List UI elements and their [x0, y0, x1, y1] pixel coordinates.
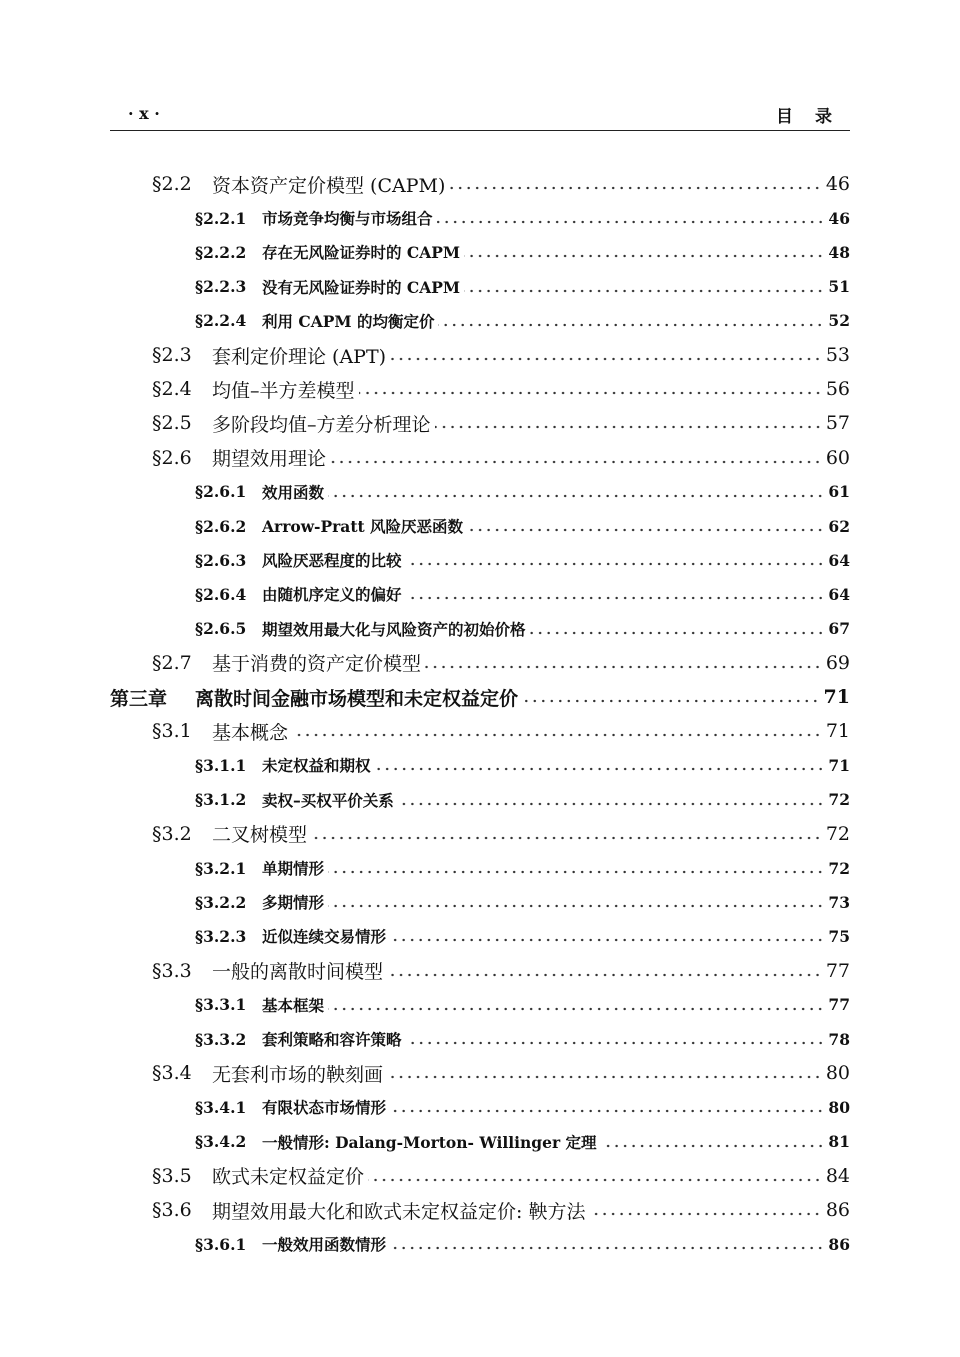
entry-page-number: 71 [823, 686, 850, 708]
entry-page-number: 56 [825, 378, 850, 401]
toc-chapter-entry[interactable] [110, 682, 850, 712]
toc-section-entry[interactable] [152, 819, 850, 849]
entry-title: 无套利市场的鞅刻画 [212, 1063, 384, 1086]
toc-subsection-entry[interactable] [195, 272, 850, 302]
entry-title: 期望效用最大化与风险资产的初始价格 [262, 619, 526, 639]
dot-leader [328, 494, 824, 498]
toc-subsection-entry[interactable] [195, 887, 850, 917]
toc-subsection-entry[interactable] [195, 306, 850, 336]
entry-number: §2.7 [152, 651, 192, 674]
entry-number: §3.5 [152, 1164, 192, 1187]
entry-title: 二叉树模型 [212, 824, 308, 847]
entry-number: §3.6.1 [195, 1234, 247, 1254]
entry-title: 一般效用函数情形 [262, 1235, 387, 1255]
entry-page-number: 62 [828, 516, 850, 536]
entry-page-number: 51 [828, 277, 850, 297]
entry-number: §3.3 [152, 959, 192, 982]
entry-page-number: 64 [828, 550, 850, 570]
dot-leader [390, 938, 824, 942]
toc-section-entry[interactable] [152, 956, 850, 986]
dot-leader [390, 1109, 824, 1113]
dot-leader [406, 1041, 825, 1045]
entry-number: §3.2.2 [195, 892, 247, 912]
entry-number: §3.6 [152, 1199, 192, 1221]
entry-title: 期望效用最大化和欧式未定权益定价: 鞅方法 [212, 1200, 586, 1223]
dot-leader [437, 220, 825, 224]
dot-leader [368, 1178, 822, 1182]
toc-section-entry[interactable] [152, 1195, 850, 1225]
entry-title: Arrow-Pratt 风险厌恶函数 [262, 517, 464, 536]
toc-subsection-entry[interactable] [195, 477, 850, 507]
toc-subsection-entry[interactable] [195, 1024, 850, 1054]
entry-title: 有限状态市场情形 [262, 1098, 387, 1118]
entry-page-number: 84 [825, 1164, 850, 1187]
toc-section-entry[interactable] [152, 443, 850, 473]
entry-page-number: 46 [825, 173, 850, 195]
dot-leader [328, 1007, 824, 1011]
toc-subsection-entry[interactable] [195, 203, 850, 233]
toc-section-entry[interactable] [152, 408, 850, 438]
dot-leader [387, 1075, 822, 1079]
dot-leader [464, 254, 824, 258]
toc-subsection-entry[interactable] [195, 990, 850, 1020]
entry-title: 一般情形: Dalang-Morton- Willinger 定理 [262, 1132, 597, 1152]
entry-page-number: 64 [828, 584, 850, 604]
entry-page-number: 57 [825, 412, 850, 435]
dot-leader [292, 733, 822, 737]
entry-page-number: 72 [828, 858, 850, 878]
entry-number: §2.2.1 [195, 208, 247, 228]
entry-title: 一般的离散时间模型 [212, 961, 384, 984]
entry-number: §2.2.4 [195, 311, 247, 331]
entry-number: §3.3.2 [195, 1029, 247, 1049]
toc-section-entry[interactable] [152, 374, 850, 404]
entry-title: 基本概念 [212, 721, 289, 744]
entry-page-number: 69 [825, 651, 850, 674]
dot-leader [390, 357, 822, 361]
dot-leader [406, 562, 825, 566]
dot-leader [435, 425, 822, 429]
entry-page-number: 46 [828, 208, 850, 228]
entry-page-number: 81 [828, 1132, 850, 1152]
entry-title: 套利策略和容许策略 [262, 1030, 402, 1049]
entry-title: 没有无风险证券时的 CAPM [262, 277, 461, 297]
entry-number: §2.4 [152, 378, 192, 401]
entry-title: 未定权益和期权 [262, 756, 371, 776]
entry-number: §3.4 [152, 1062, 192, 1085]
entry-number: §3.2.1 [195, 858, 247, 878]
entry-page-number: 77 [825, 959, 850, 982]
entry-title: 均值–半方差模型 [212, 379, 355, 402]
entry-page-number: 86 [825, 1199, 850, 1221]
entry-title: 由随机序定义的偏好 [262, 585, 402, 605]
dot-leader [406, 596, 825, 600]
toc-section-entry[interactable] [152, 1161, 850, 1191]
dot-leader [387, 973, 822, 977]
dot-leader [311, 836, 822, 840]
entry-title: 欧式未定权益定价 [212, 1166, 365, 1189]
dot-leader [438, 323, 824, 327]
entry-number: §2.2.2 [195, 242, 247, 262]
entry-page-number: 86 [828, 1234, 850, 1254]
entry-title: 离散时间金融市场模型和未定权益定价 [195, 687, 519, 710]
entry-number: §3.1.2 [195, 790, 247, 810]
entry-title: 多期情形 [262, 893, 325, 913]
toc-section-entry[interactable] [152, 340, 850, 370]
entry-page-number: 80 [825, 1062, 850, 1085]
toc-subsection-entry[interactable] [195, 785, 850, 815]
dot-leader [375, 767, 825, 771]
entry-title: 市场竞争均衡与市场组合 [262, 209, 433, 229]
entry-number: §2.6.4 [195, 584, 247, 604]
toc-subsection-entry[interactable] [195, 1092, 850, 1122]
entry-page-number: 78 [828, 1029, 850, 1049]
entry-title: 期望效用理论 [212, 448, 327, 471]
entry-number: 第三章 [110, 687, 168, 710]
dot-leader [390, 1246, 824, 1250]
entry-title: 基于消费的资产定价模型 [212, 653, 422, 676]
running-title: 目录 [776, 107, 854, 127]
toc-subsection-entry[interactable] [195, 1127, 850, 1157]
entry-page-number: 67 [828, 619, 850, 639]
entry-title: 多阶段均值–方差分析理论 [212, 413, 431, 436]
entry-number: §2.5 [152, 412, 192, 435]
entry-number: §3.3.1 [195, 995, 247, 1015]
toc-subsection-entry[interactable] [195, 614, 850, 644]
dot-leader [464, 289, 824, 293]
entry-number: §2.2 [152, 173, 192, 195]
entry-number: §3.4.1 [195, 1097, 247, 1117]
toc-subsection-entry[interactable] [195, 750, 850, 780]
dot-leader [359, 391, 822, 395]
entry-number: §2.2.3 [195, 277, 247, 297]
entry-number: §3.2 [152, 822, 192, 845]
entry-number: §3.1 [152, 720, 192, 743]
entry-title: 卖权–买权平价关系 [262, 790, 394, 810]
entry-number: §3.4.2 [195, 1132, 247, 1152]
entry-title: 基本框架 [262, 995, 325, 1015]
toc-section-entry[interactable] [152, 169, 850, 199]
running-header [110, 100, 854, 131]
entry-page-number: 77 [828, 995, 850, 1015]
entry-page-number: 72 [825, 822, 850, 845]
dot-leader [601, 1144, 825, 1148]
dot-leader [425, 665, 822, 669]
entry-page-number: 71 [825, 720, 850, 743]
page-number: · x · [128, 104, 160, 123]
entry-page-number: 48 [828, 242, 850, 262]
dot-leader [522, 699, 820, 703]
toc-section-entry[interactable] [152, 716, 850, 746]
entry-title: 近似连续交易情形 [262, 927, 387, 947]
toc-subsection-entry[interactable] [195, 853, 850, 883]
entry-page-number: 75 [828, 926, 850, 946]
entry-title: 风险厌恶程度的比较 [262, 551, 402, 571]
entry-number: §2.6.1 [195, 482, 247, 502]
entry-title: 单期情形 [262, 859, 325, 878]
toc-subsection-entry[interactable] [195, 237, 850, 267]
dot-leader [398, 802, 825, 806]
toc-subsection-entry[interactable] [195, 921, 850, 951]
entry-number: §2.6.2 [195, 516, 247, 536]
entry-title: 套利定价理论 (APT) [212, 345, 387, 368]
entry-number: §3.2.3 [195, 926, 247, 946]
entry-page-number: 61 [828, 482, 850, 502]
entry-number: §2.6.5 [195, 619, 247, 639]
dot-leader [328, 904, 824, 908]
toc-subsection-entry[interactable] [195, 511, 850, 541]
entry-number: §2.6 [152, 446, 192, 469]
entry-page-number: 72 [828, 790, 850, 810]
dot-leader [589, 1212, 821, 1216]
dot-leader [330, 460, 822, 464]
toc-section-entry[interactable] [152, 1058, 850, 1088]
toc-subsection-entry[interactable] [195, 579, 850, 609]
dot-leader [328, 870, 824, 874]
entry-page-number: 80 [828, 1097, 850, 1117]
entry-number: §2.3 [152, 344, 192, 366]
entry-page-number: 53 [825, 344, 850, 366]
entry-number: §3.1.1 [195, 755, 247, 775]
entry-number: §2.6.3 [195, 550, 247, 570]
entry-page-number: 60 [825, 446, 850, 469]
toc-subsection-entry[interactable] [195, 1229, 850, 1259]
dot-leader [530, 631, 825, 635]
toc-subsection-entry[interactable] [195, 545, 850, 575]
entry-page-number: 71 [828, 755, 850, 775]
entry-page-number: 73 [828, 892, 850, 912]
entry-title: 存在无风险证券时的 CAPM [262, 243, 461, 263]
entry-title: 资本资产定价模型 (CAPM) [212, 174, 446, 197]
dot-leader [449, 186, 821, 190]
toc-section-entry[interactable] [152, 648, 850, 678]
entry-page-number: 52 [828, 311, 850, 331]
entry-title: 效用函数 [262, 482, 325, 502]
dot-leader [467, 528, 824, 532]
entry-title: 利用 CAPM 的均衡定价 [262, 311, 435, 331]
